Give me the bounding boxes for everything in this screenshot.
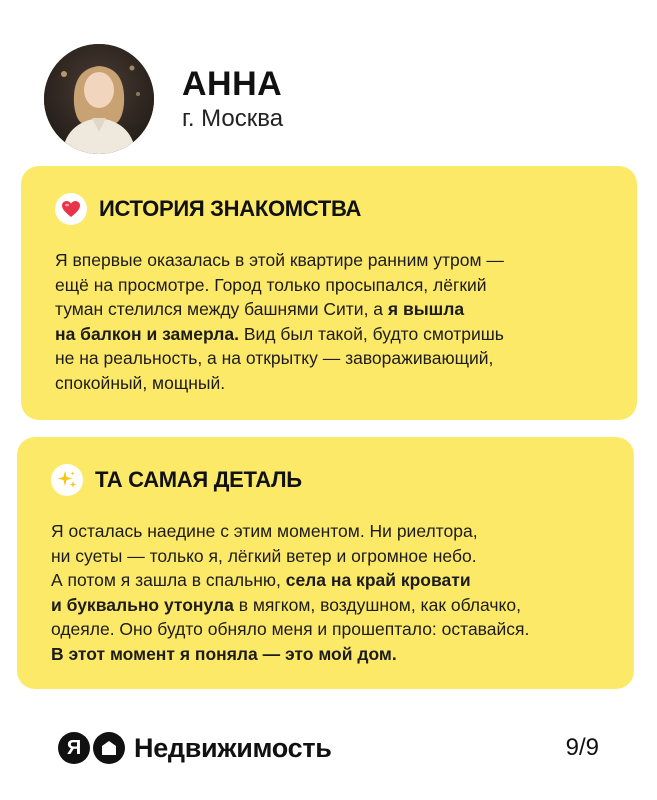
text-segment: ни суеты — только я, лёгкий ветер и огромное небо.: [51, 545, 477, 566]
avatar-photo: [44, 44, 154, 154]
profile-header: [44, 44, 283, 154]
bold-text: на балкон и замерла.: [55, 323, 239, 344]
bold-text: я вышла: [387, 299, 465, 319]
card-title: ИСТОРИЯ ЗНАКОМСТВА: [99, 196, 362, 221]
bold-text: В этот момент я поняла — это мой дом.: [51, 643, 397, 664]
story-card: [21, 166, 637, 420]
text-line: [51, 519, 600, 544]
text-line: [51, 544, 600, 569]
text-segment: Вид был такой, будто смотришь: [238, 323, 504, 344]
profile-name: АННА: [182, 65, 283, 103]
footer: [58, 728, 599, 768]
bold-text: села на край кровати: [285, 570, 471, 590]
detail-card: [17, 437, 634, 689]
text-segment: в мягком, воздушном, как облачко,: [233, 594, 521, 615]
text-segment: не на реальность, а на открытку — завораживающий,: [55, 348, 494, 368]
avatar: [44, 44, 154, 154]
text-segment: спокойный, мощный.: [55, 372, 226, 393]
bold-text: и буквально утонула: [51, 594, 234, 615]
text-line: [55, 273, 603, 298]
text-line: [55, 346, 603, 371]
card-text: [51, 519, 600, 666]
text-line: [51, 593, 600, 618]
text-line: [55, 297, 603, 322]
text-segment: туман стелился между башнями Сити, а: [55, 299, 388, 319]
text-line: [55, 371, 603, 396]
brand-name: Недвижимость: [134, 732, 332, 763]
sparkles-icon: [51, 464, 83, 496]
heart-icon: [55, 193, 87, 225]
brand-logo[interactable]: [58, 732, 332, 764]
realty-house-icon: [93, 732, 125, 764]
text-line: [51, 617, 600, 642]
text-segment: Я впервые оказалась в этой квартире ранним утром —: [55, 250, 504, 270]
text-segment: Я осталась наедине с этим моментом. Ни риелтора,: [51, 521, 478, 541]
yandex-logo-icon: Я: [58, 732, 90, 764]
text-line: [55, 322, 603, 347]
profile-city: г. Москва: [182, 105, 284, 132]
text-line: [51, 642, 600, 667]
card-text: [55, 248, 603, 395]
text-segment: одеяле. Оно будто обняло меня и прошептало: оставайся.: [51, 619, 530, 639]
page-indicator: 9/9: [565, 734, 599, 761]
text-line: [51, 568, 600, 593]
text-line: [55, 248, 603, 273]
card-title: ТА САМАЯ ДЕТАЛЬ: [95, 467, 302, 492]
text-segment: ещё на просмотре. Город только просыпался, лёгкий: [55, 274, 487, 295]
text-segment: А потом я зашла в спальню,: [51, 570, 286, 590]
